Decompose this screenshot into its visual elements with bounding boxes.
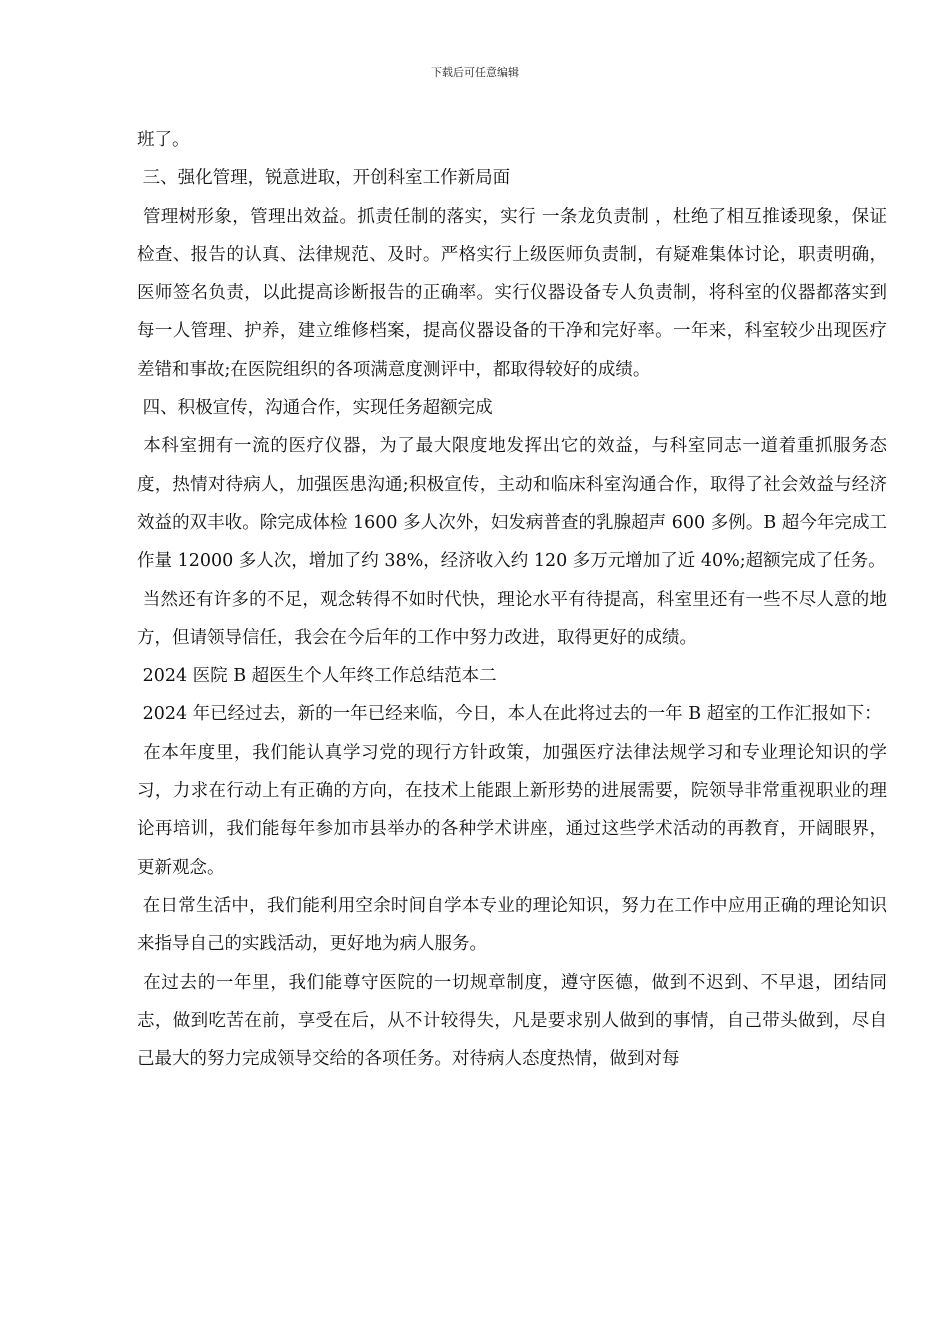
page-header-note: 下载后可任意编辑: [431, 66, 519, 79]
paragraph-shortcomings: 当然还有许多的不足，观念转得不如时代快，理论水平有待提高，科室里还有一些不尽人意的地方，但请领导信任，我会在今后年的工作中努力改进，取得更好的成绩。: [137, 589, 887, 648]
paragraph-promotion: 本科室拥有一流的医疗仪器，为了最大限度地发挥出它的效益，与科室同志一道着重抓服务态度，热情对待病人，加强医患沟通;积极宣传，主动和临床科室沟通合作，取得了社会效益与经济效益的双丰收。除完成体检 1600 多人次外，妇发病普查的乳腺超声 600 多例。B 超今年完成工作量 12000 多人次，增加了约 38%，经济收入约 120 多万元增加了近 40%;超额完成了任务。: [137, 436, 887, 572]
paragraph-continuation: 班了。: [137, 130, 190, 150]
section-heading-4: 四、积极宣传，沟通合作，实现任务超额完成: [137, 398, 493, 419]
paragraph-rules: 在过去的一年里，我们能尊守医院的一切规章制度，遵守医德，做到不迟到、不早退，团结同志，做到吃苦在前，享受在后，从不计较得失，凡是要求别人做到的事情，自己带头做到，尽自己最大的努力完成领导交给的各项任务。对待病人态度热情，做到对每: [137, 972, 887, 1070]
document-body: [137, 121, 887, 1078]
paragraph-intro: 2024 年已经过去，新的一年已经来临，今日，本人在此将过去的一年 B 超室的工作汇报如下：: [137, 704, 882, 725]
sample-two-title: 2024 医院 B 超医生个人年终工作总结范本二: [137, 666, 497, 687]
paragraph-management: 管理树形象，管理出效益。抓责任制的落实，实行 一条龙负责制 ，杜绝了相互推诿现象，保证检查、报告的认真、法律规范、及时。严格实行上级医师负责制，有疑难集体讨论，职责明确，医师签名负责，以此提高诊断报告的正确率。实行仪器设备专人负责制，将科室的仪器都落实到每一人管理、护养，建立维修档案，提高仪器设备的干净和完好率。一年来，科室较少出现医疗差错和事故;在医院组织的各项满意度测评中，都取得较好的成绩。: [137, 206, 887, 380]
paragraph-daily-life: 在日常生活中，我们能利用空余时间自学本专业的理论知识，努力在工作中应用正确的理论知识来指导自己的实践活动，更好地为病人服务。: [137, 895, 887, 955]
section-heading-3: 三、强化管理，锐意进取，开创科室工作新局面: [137, 168, 511, 189]
paragraph-study: 在本年度里，我们能认真学习党的现行方针政策，加强医疗法律法规学习和专业理论知识的学习，力求在行动上有正确的方向，在技术上能跟上新形势的进展需要，院领导非常重视职业的理论再培训，我们能每年参加市县举办的各种学术讲座，通过这些学术活动的再教育，开阔眼界，更新观念。: [137, 742, 887, 878]
